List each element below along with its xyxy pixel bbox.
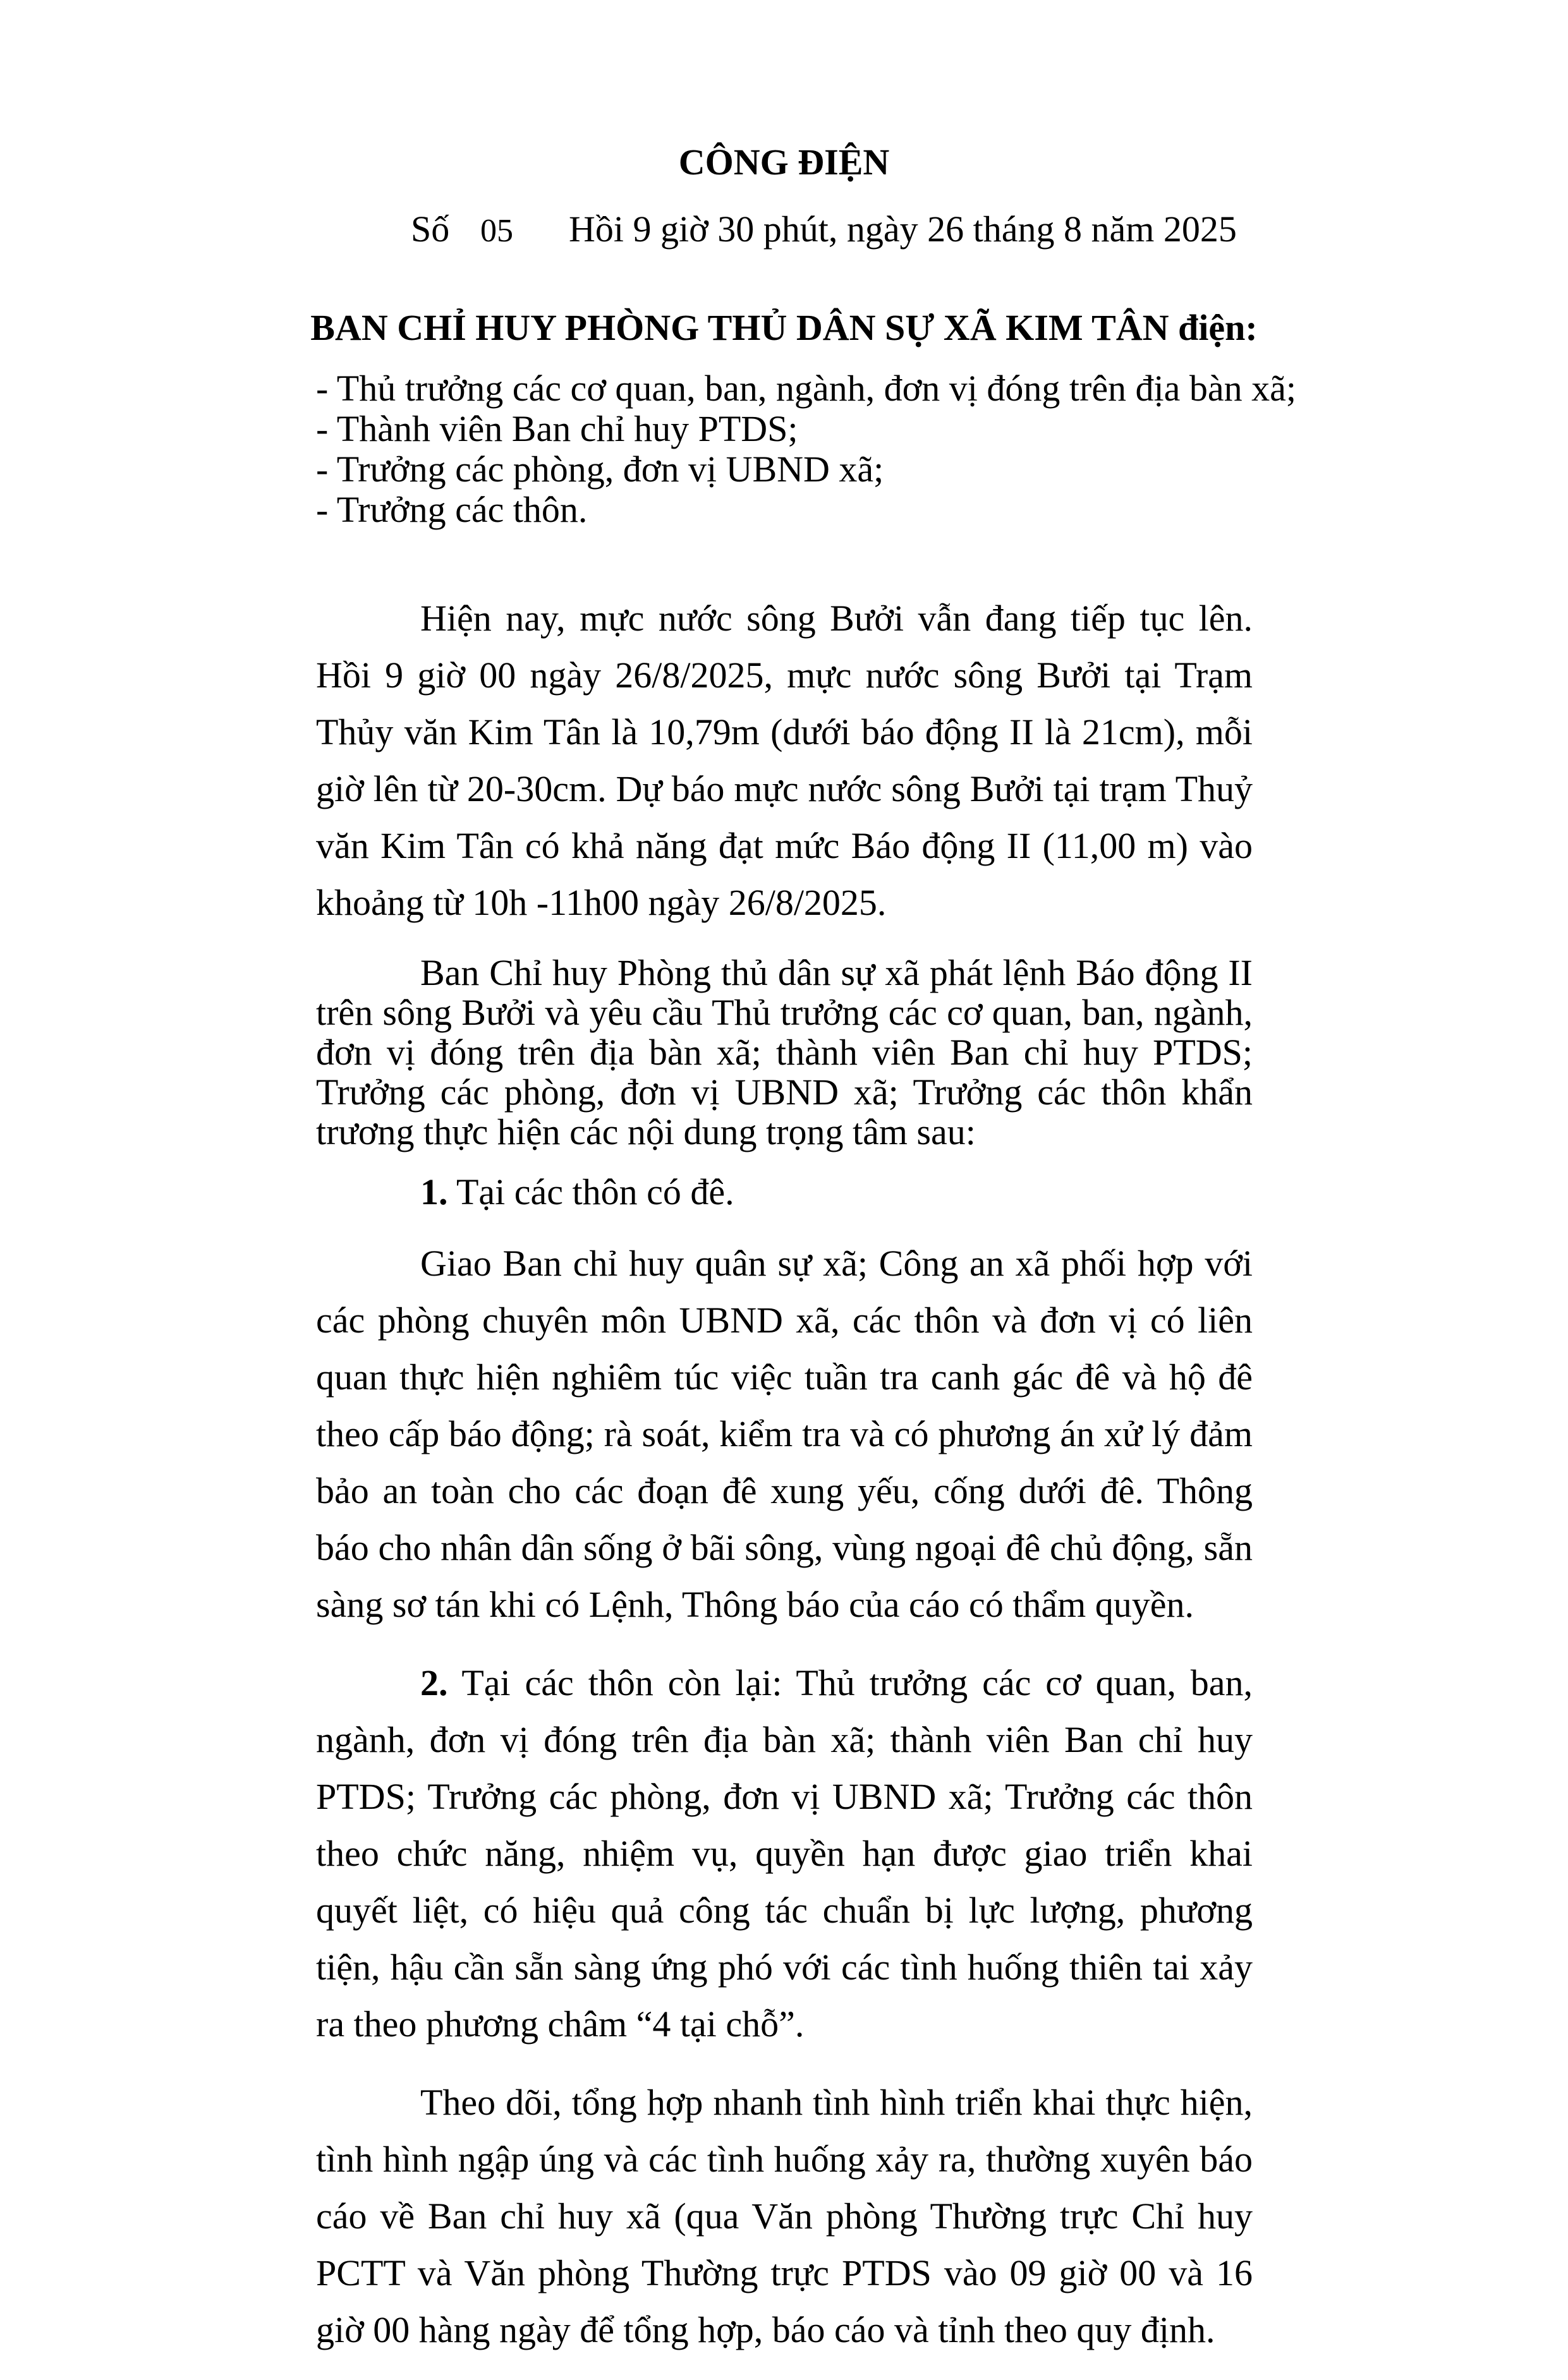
- paragraph-alert-order: Ban Chỉ huy Phòng thủ dân sự xã phát lệnh Báo động II trên sông Bưởi và yêu cầu Thủ trưởng các cơ quan, ban, ngành, đơn vị đóng trên địa bàn xã; thành viên Ban chỉ huy PTDS; Trưởng các phòng, đơn vị UBND xã; Trưởng các thôn khẩn trương thực hiện các nội dung trọng tâm sau:: [316, 952, 1253, 1152]
- section-1-heading: [316, 1171, 1253, 1214]
- document-number: 05: [480, 213, 513, 249]
- number-label: Số: [411, 208, 450, 250]
- recipient-item: - Thủ trưởng các cơ quan, ban, ngành, đơn vị đóng trên địa bàn xã;: [316, 368, 1297, 409]
- document-title: CÔNG ĐIỆN: [678, 142, 890, 183]
- document-body: [316, 590, 1253, 2380]
- section-2-number: 2.: [420, 1662, 448, 1703]
- recipient-list: [316, 368, 1441, 530]
- paragraph-dike-patrol: Giao Ban chỉ huy quân sự xã; Công an xã phối hợp với các phòng chuyên môn UBND xã, các thôn và đơn vị có liên quan thực hiện nghiêm túc việc tuần tra canh gác đê và hộ đê theo cấp báo động; rà soát, kiểm tra và có phương án xử lý đảm bảo an toàn cho các đoạn đê xung yếu, cống dưới đê. Thông báo cho nhân dân sống ở bãi sông, vùng ngoại đê chủ động, sẵn sàng sơ tán khi có Lệnh, Thông báo của cáo có thẩm quyền.: [316, 1243, 1253, 1625]
- section-1-number: 1.: [420, 1171, 448, 1212]
- recipient-item: - Trưởng các phòng, đơn vị UBND xã;: [316, 449, 884, 490]
- recipient-item: - Trưởng các thôn.: [316, 489, 588, 530]
- section-1-title: Tại các thôn có đê.: [447, 1171, 734, 1212]
- sender-heading: BAN CHỈ HUY PHÒNG THỦ DÂN SỰ XÃ KIM TÂN điện:: [310, 307, 1258, 348]
- section-2-text: Tại các thôn còn lại: Thủ trưởng các cơ quan, ban, ngành, đơn vị đóng trên địa bàn xã; thành viên Ban chỉ huy PTDS; Trưởng các phòng, đơn vị UBND xã; Trưởng các thôn theo chức năng, nhiệm vụ, quyền hạn được giao triển khai quyết liệt, có hiệu quả công tác chuẩn bị lực lượng, phương tiện, hậu cần sẵn sàng ứng phó với các tình huống thiên tai xảy ra theo phương châm “4 tại chỗ”.: [316, 1662, 1253, 2045]
- paragraph-water-level: Hiện nay, mực nước sông Bưởi vẫn đang tiếp tục lên. Hồi 9 giờ 00 ngày 26/8/2025, mực nước sông Bưởi tại Trạm Thủy văn Kim Tân là 10,79m (dưới báo động II là 21cm), mỗi giờ lên từ 20-30cm. Dự báo mực nước sông Bưởi tại trạm Thuỷ văn Kim Tân có khả năng đạt mức Báo động II (11,00 m) vào khoảng từ 10h -11h00 ngày 26/8/2025.: [316, 598, 1253, 923]
- paragraph-reporting: Theo dõi, tổng hợp nhanh tình hình triển khai thực hiện, tình hình ngập úng và các tình huống xảy ra, thường xuyên báo cáo về Ban chỉ huy xã (qua Văn phòng Thường trực Chỉ huy PCTT và Văn phòng Thường trực PTDS vào 09 giờ 00 và 16 giờ 00 hàng ngày để tổng hợp, báo cáo và tỉnh theo quy định.: [316, 2082, 1253, 2350]
- section-2-paragraph: [316, 1655, 1253, 2053]
- document-number-line: [411, 201, 1359, 260]
- document-datetime: Hồi 9 giờ 30 phút, ngày 26 tháng 8 năm 2025: [569, 208, 1237, 250]
- recipient-item: - Thành viên Ban chỉ huy PTDS;: [316, 408, 798, 449]
